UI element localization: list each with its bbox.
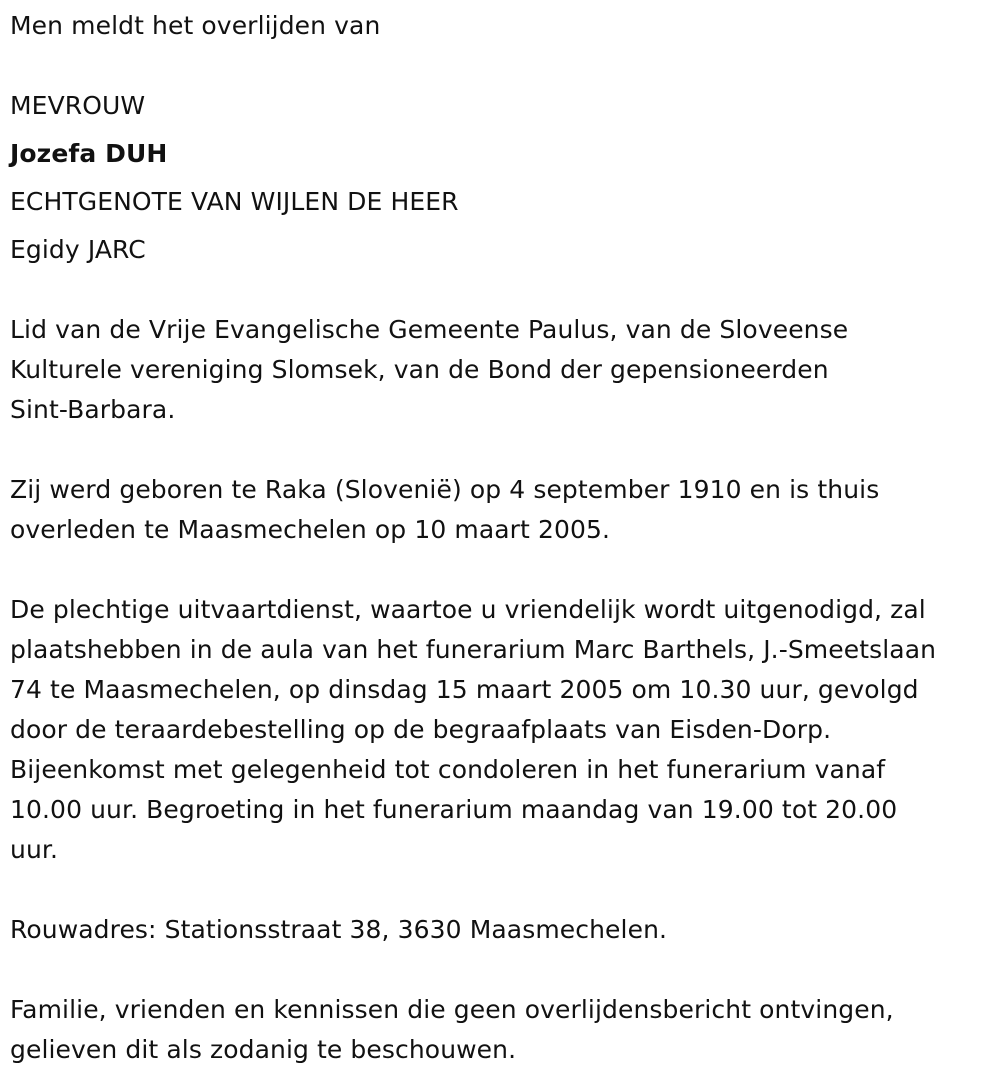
funeral-line: 74 te Maasmechelen, op dinsdag 15 maart 2005 om 10.30 uur, gevolgd [10,675,919,704]
intro-line: Men meldt het overlijden van [10,11,381,40]
membership-line: Sint-Barbara. [10,395,176,424]
funeral-line: 10.00 uur. Begroeting in het funerarium maandag van 19.00 tot 20.00 [10,795,898,824]
spouse-label: ECHTGENOTE VAN WIJLEN DE HEER [10,187,459,216]
address-line: Rouwadres: Stationsstraat 38, 3630 Maasmechelen. [10,915,668,944]
birth-death-line: Zij werd geboren te Raka (Slovenië) op 4 september 1910 en is thuis [10,475,880,504]
birth-death-line: overleden te Maasmechelen op 10 maart 2005. [10,515,611,544]
closing-line: Familie, vrienden en kennissen die geen overlijdensbericht ontvingen, [10,995,894,1024]
funeral-line: De plechtige uitvaartdienst, waartoe u vriendelijk wordt uitgenodigd, zal [10,595,926,624]
membership-line: Lid van de Vrije Evangelische Gemeente Paulus, van de Sloveense [10,315,849,344]
funeral-line: door de teraardebestelling op de begraafplaats van Eisden-Dorp. [10,715,832,744]
deceased-name: Jozefa DUH [10,139,168,168]
closing-line: gelieven dit als zodanig te beschouwen. [10,1035,517,1064]
funeral-line: Bijeenkomst met gelegenheid tot condoleren in het funerarium vanaf [10,755,886,784]
title-honorific: MEVROUW [10,91,146,120]
spouse-name: Egidy JARC [10,235,146,264]
funeral-line: plaatshebben in de aula van het funerarium Marc Barthels, J.-Smeetslaan [10,635,937,664]
funeral-line: uur. [10,835,59,864]
membership-line: Kulturele vereniging Slomsek, van de Bond der gepensioneerden [10,355,829,384]
